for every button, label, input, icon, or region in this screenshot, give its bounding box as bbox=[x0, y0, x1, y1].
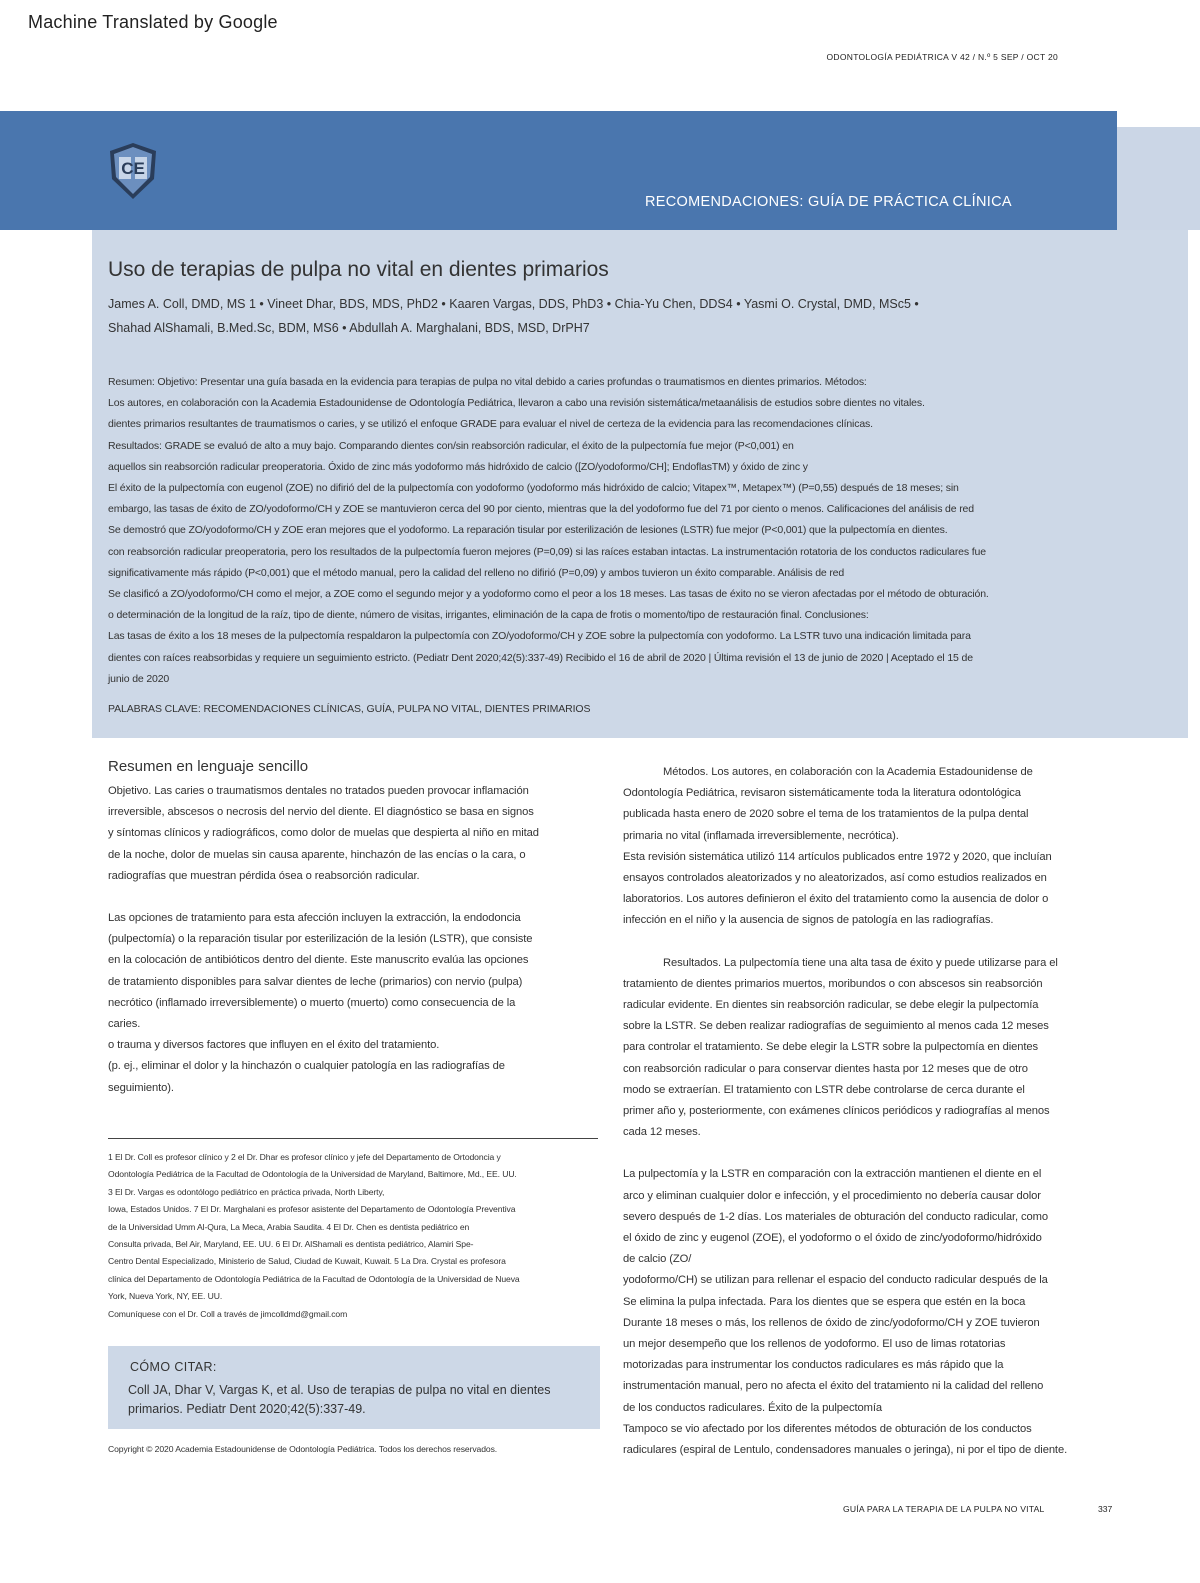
body-line: cada 12 meses. bbox=[623, 1126, 701, 1139]
body-line: de calcio (ZO/ bbox=[623, 1253, 692, 1266]
cite-text: Coll JA, Dhar V, Vargas K, et al. Uso de terapias de pulpa no vital en dientes primarios. Pediatr Dent 2020;42(5):337-49. bbox=[128, 1383, 551, 1416]
body-line: publicada hasta enero de 2020 sobre el tema de los tratamientos de la pulpa dental bbox=[623, 808, 1029, 821]
footnote-divider bbox=[108, 1138, 598, 1139]
abstract-line: embargo, las tasas de éxito de ZO/yodoformo/CH y ZOE se mantuvieron cerca del 90 por ciento, mientras que la del yodoformo fue del 71 por ciento o menos. Calificaciones del análisis de red bbox=[108, 503, 974, 516]
machine-translation-banner: Machine Translated by Google bbox=[28, 12, 278, 32]
running-footer-title: GUÍA PARA LA TERAPIA DE LA PULPA NO VITAL bbox=[843, 1504, 1045, 1514]
page-number: 337 bbox=[1098, 1504, 1113, 1514]
abstract-line: El éxito de la pulpectomía con eugenol (ZOE) no difirió del de la pulpectomía con yodoformo (yodoformo más hidróxido de calcio; Vitapex™, Metapex™) (P=0,55) después de 18 meses; sin bbox=[108, 482, 959, 495]
abstract-line: Los autores, en colaboración con la Academia Estadounidense de Odontología Pediátrica, llevaron a cabo una revisión sistemática/metaanálisis de estudios sobre dientes no vitales. bbox=[108, 397, 925, 410]
abstract-line: Se demostró que ZO/yodoformo/CH y ZOE eran mejores que el yodoformo. La reparación tisular por esterilización de lesiones (LSTR) fue mejor (P<0,001) que la pulpectomía en dientes. bbox=[108, 524, 948, 537]
abstract-line: junio de 2020 bbox=[108, 672, 170, 685]
author-list bbox=[108, 292, 1058, 340]
logo-text: CE bbox=[121, 159, 145, 178]
abstract-line: con reabsorción radicular preoperatoria, pero los resultados de la pulpectomía fueron mejores (P=0,09) si las raíces estaban intactas. La instrumentación rotatoria de los conductos radiculares fue bbox=[108, 545, 986, 558]
plain-summary-heading: Resumen en lenguaje sencillo bbox=[108, 758, 309, 775]
author-line: James A. Coll, DMD, MS 1 • Vineet Dhar, BDS, MDS, PhD2 • Kaaren Vargas, DDS, PhD3 • Chia-Yu Chen, DDS4 • Yasmi O. Crystal, DMD, MSc5 • bbox=[108, 297, 919, 311]
body-line: instrumentación manual, pero no afecta el éxito del tratamiento ni la calidad del relleno bbox=[623, 1380, 1044, 1393]
how-to-cite-box bbox=[108, 1346, 600, 1429]
footnote-contact: Comuníquese con el Dr. Coll a través de jimcolldmd@gmail.com bbox=[108, 1308, 348, 1319]
body-line: de la noche, dolor de muelas sin causa aparente, hinchazón de las encías o la cara, o bbox=[108, 848, 526, 861]
body-line: Odontología Pediátrica, revisaron sistemáticamente toda la literatura odontológica bbox=[623, 787, 1021, 800]
body-line: caries. bbox=[108, 1018, 141, 1031]
body-line: para controlar el tratamiento. Se debe elegir la LSTR sobre la pulpectomía en dientes bbox=[623, 1041, 1039, 1054]
body-line: de los conductos radiculares. Éxito de la pulpectomía bbox=[623, 1401, 882, 1414]
body-line: un mejor desempeño que los rellenos de yodoformo. El uso de limas rotatorias bbox=[623, 1338, 1006, 1351]
abstract-line: Las tasas de éxito a los 18 meses de la pulpectomía respaldaron la pulpectomía con ZO/yodoformo/CH y ZOE sobre la pulpectomía con yodoformo. La LSTR tuvo una indicación limitada para bbox=[108, 630, 971, 643]
body-line: radiografías que muestran pérdida ósea o reabsorción radicular. bbox=[108, 869, 420, 882]
paragraph-gap bbox=[623, 932, 1138, 953]
body-line: con reabsorción radicular o para conservar dientes hasta por 12 meses que de otro bbox=[623, 1062, 1028, 1075]
abstract-line: o determinación de la longitud de la raíz, tipo de diente, número de visitas, irrigantes, eliminación de la capa de frotis o momento/tipo de restauración final. Conclusiones: bbox=[108, 609, 869, 622]
footnote-line: Consulta privada, Bel Air, Maryland, EE. UU. 6 El Dr. AlShamali es dentista pediátrico, Alamiri Spe- bbox=[108, 1239, 474, 1250]
footnote-line: clínica del Departamento de Odontología Pediátrica de la Facultad de Odontología de la Universidad de Nueva bbox=[108, 1273, 520, 1284]
body-line: Tampoco se vio afectado por los diferentes métodos de obturación de los conductos bbox=[623, 1422, 1032, 1435]
body-line: Durante 18 meses o más, los rellenos de óxido de zinc/yodoformo/CH y ZOE tuvieron bbox=[623, 1316, 1040, 1329]
cite-label: CÓMO CITAR: bbox=[130, 1360, 217, 1374]
keywords: PALABRAS CLAVE: RECOMENDACIONES CLÍNICAS, GUÍA, PULPA NO VITAL, DIENTES PRIMARIOS bbox=[108, 703, 591, 715]
body-line: Resultados. La pulpectomía tiene una alta tasa de éxito y puede utilizarse para el bbox=[663, 956, 1058, 969]
body-line: yodoformo/CH) se utilizan para rellenar el espacio del conducto radicular después de la bbox=[623, 1274, 1048, 1287]
author-line: Shahad AlShamali, B.Med.Sc, BDM, MS6 • Abdullah A. Marghalani, BDS, MSD, DrPH7 bbox=[108, 321, 590, 335]
footnote-line: 1 El Dr. Coll es profesor clínico y 2 el Dr. Dhar es profesor clínico y jefe del Departamento de Ortodoncia y bbox=[108, 1152, 501, 1162]
footnote-line: 3 El Dr. Vargas es odontólogo pediátrico en práctica privada, North Liberty, bbox=[108, 1186, 385, 1197]
footnote-line: York, Nueva York, NY, EE. UU. bbox=[108, 1291, 223, 1302]
body-line: tratamiento de dientes primarios muertos, moribundos o con abscesos sin reabsorción bbox=[623, 977, 1043, 990]
body-line: primer año y, posteriormente, con exámenes clínicos periódicos y radiografías al menos bbox=[623, 1105, 1050, 1118]
body-line: el óxido de zinc y eugenol (ZOE), el yodoformo o el óxido de zinc/yodoformo/hidróxido bbox=[623, 1232, 1042, 1245]
paragraph-gap bbox=[108, 887, 600, 908]
section-label: RECOMENDACIONES: GUÍA DE PRÁCTICA CLÍNICA bbox=[645, 194, 1012, 210]
copyright-notice: Copyright © 2020 Academia Estadounidense de Odontología Pediátrica. Todos los derechos reservados. bbox=[108, 1444, 498, 1454]
body-line: radiculares (espiral de Lentulo, condensadores manuales o jeringa), ni por el tipo de diente. bbox=[623, 1444, 1068, 1457]
body-line: Métodos. Los autores, en colaboración con la Academia Estadounidense de bbox=[663, 766, 1033, 778]
article-title: Uso de terapias de pulpa no vital en dientes primarios bbox=[108, 258, 609, 281]
body-line: (pulpectomía) o la reparación tisular por esterilización de la lesión (LSTR), que consiste bbox=[108, 933, 533, 946]
footnote-line: Iowa, Estados Unidos. 7 El Dr. Marghalani es profesor asistente del Departamento de Odontología Preventiva bbox=[108, 1204, 516, 1215]
body-line: laboratorios. Los autores definieron el éxito del tratamiento como la ausencia de dolor o bbox=[623, 893, 1049, 906]
body-line: modo se extraerían. El tratamiento con LSTR debe controlarse de cerca durante el bbox=[623, 1083, 1025, 1096]
abstract-line: dientes con raíces reabsorbidas y requiere un seguimiento estricto. (Pediatr Dent 2020;42(5):337-49) Recibido el 16 de abril de 2020 | Última revisión el 13 de junio de 2020 | Aceptado el 15 de bbox=[108, 651, 973, 664]
journal-header: ODONTOLOGÍA PEDIÁTRICA V 42 / N.º 5 SEP / OCT 20 bbox=[826, 52, 1058, 62]
footnote-line: de la Universidad Umm Al-Qura, La Meca, Arabia Saudita. 4 El Dr. Chen es dentista pediátrico en bbox=[108, 1221, 470, 1232]
abstract-line: Resultados: GRADE se evaluó de alto a muy bajo. Comparando dientes con/sin reabsorción radicular, el éxito de la pulpectomía fue mejor (P<0,001) en bbox=[108, 439, 794, 452]
body-line: necrótico (inflamado irreversiblemente) o muerto (muerto) como consecuencia de la bbox=[108, 996, 516, 1009]
abstract-text bbox=[108, 372, 1118, 690]
ce-shield-logo-icon bbox=[108, 141, 158, 201]
paragraph-gap bbox=[623, 1143, 1138, 1164]
body-line: arco y eliminan cualquier dolor e infección, y el procedimiento no debería causar dolor bbox=[623, 1189, 1041, 1202]
body-line: o trauma y diversos factores que influyen en el éxito del tratamiento. bbox=[108, 1039, 440, 1052]
abstract-line: Resumen: Objetivo: Presentar una guía basada en la evidencia para terapias de pulpa no vital debido a caries profundas o traumatismos en dientes primarios. Métodos: bbox=[108, 376, 867, 388]
body-line: y síntomas clínicos y radiográficos, como dolor de muelas que despierta al niño en mitad bbox=[108, 827, 539, 840]
body-line: motorizadas para instrumentar los conductos radiculares es más rápido que la bbox=[623, 1359, 1004, 1372]
abstract-line: Se clasificó a ZO/yodoformo/CH como el mejor, a ZOE como el segundo mejor y a yodoformo como el peor a los 18 meses. Las tasas de éxito no se vieron afectadas por el método de obturación. bbox=[108, 588, 989, 601]
header-band bbox=[0, 111, 1117, 230]
body-line: seguimiento). bbox=[108, 1081, 174, 1094]
footnote-line: Centro Dental Especializado, Ministerio de Salud, Ciudad de Kuwait, Kuwait. 5 La Dra. Crystal es profesora bbox=[108, 1256, 506, 1267]
methods-results-column bbox=[623, 762, 1138, 1461]
body-line: irreversible, abscesos o necrosis del nervio del diente. El diagnóstico se basa en signos bbox=[108, 806, 534, 819]
body-line: de tratamiento disponibles para salvar dientes de leche (primarios) con nervio (pulpa) bbox=[108, 975, 523, 988]
abstract-line: dientes primarios resultantes de traumatismos o caries, y se utilizó el enfoque GRADE para evaluar el nivel de certeza de la evidencia para las recomendaciones clínicas. bbox=[108, 418, 873, 431]
body-line: Objetivo. Las caries o traumatismos dentales no tratados pueden provocar inflamación bbox=[108, 785, 529, 797]
body-line: Se elimina la pulpa infectada. Para los dientes que se espera que estén en la boca bbox=[623, 1295, 1026, 1308]
body-line: severo después de 1-2 días. Los materiales de obturación del conducto radicular, como bbox=[623, 1210, 1048, 1223]
body-line: Las opciones de tratamiento para esta afección incluyen la extracción, la endodoncia bbox=[108, 912, 521, 925]
body-line: (p. ej., eliminar el dolor y la hinchazón o cualquier patología en las radiografías de bbox=[108, 1060, 505, 1073]
abstract-line: aquellos sin reabsorción radicular preoperatoria. Óxido de zinc más yodoformo más hidróxido de calcio ([ZO/yodoformo/CH]; EndoflasTM) y óxido de zinc y bbox=[108, 460, 808, 473]
footnotes bbox=[108, 1149, 598, 1323]
body-line: sobre la LSTR. Se deben realizar radiografías de seguimiento al menos cada 12 meses bbox=[623, 1020, 1049, 1033]
body-line: radicular evidente. En dientes sin reabsorción radicular, se debe elegir la pulpectomía bbox=[623, 999, 1039, 1012]
body-line: ensayos controlados aleatorizados y no aleatorizados, así como estudios realizados en bbox=[623, 872, 1047, 885]
body-line: infección en el niño y la ausencia de signos de patología en las radiografías. bbox=[623, 914, 994, 927]
body-line: Esta revisión sistemática utilizó 114 artículos publicados entre 1972 y 2020, que incluían bbox=[623, 850, 1052, 863]
footnote-line: Odontología Pediátrica de la Facultad de Odontología de la Universidad de Maryland, Baltimore, Md., EE. UU. bbox=[108, 1169, 517, 1180]
body-line: La pulpectomía y la LSTR en comparación con la extracción mantienen el diente en el bbox=[623, 1168, 1042, 1181]
body-line: primaria no vital (inflamada irreversiblemente, necrótica). bbox=[623, 829, 899, 842]
body-line: en la colocación de antibióticos dentro del diente. Este manuscrito evalúa las opciones bbox=[108, 954, 529, 967]
plain-summary-column bbox=[108, 758, 600, 1099]
abstract-line: significativamente más rápido (P<0,001) que el método manual, pero la calidad del relleno no difirió (P=0,09) y ambos tuvieron un éxito comparable. Análisis de red bbox=[108, 566, 845, 579]
header-accent-strip bbox=[1117, 127, 1200, 230]
